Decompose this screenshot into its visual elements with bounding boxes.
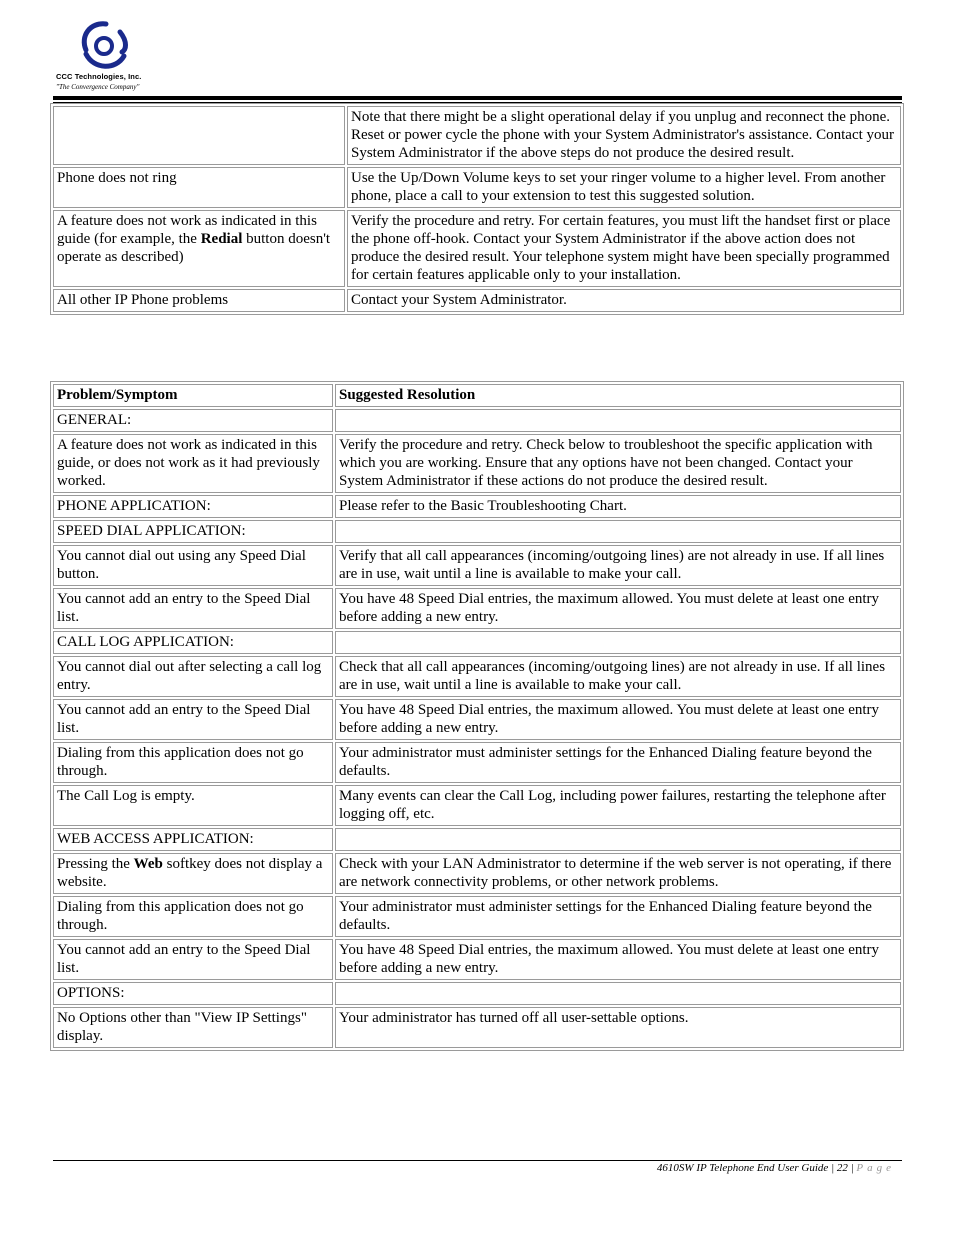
table-header-row — [53, 384, 901, 407]
resolution-cell: Your administrator must administer settings for the Enhanced Dialing feature beyond the defaults. — [335, 896, 901, 937]
table-row — [53, 106, 901, 165]
resolution-cell: Note that there might be a slight operational delay if you unplug and reconnect the phone. Reset or power cycle the phone with your System Administrator's assistance. Contact your System Administrator if the above steps do not produce the desired result. — [347, 106, 901, 165]
table-row — [53, 828, 901, 851]
problem-cell: The Call Log is empty. — [53, 785, 333, 826]
swirl-logo-icon — [76, 20, 132, 72]
resolution-cell — [335, 982, 901, 1005]
table-row — [53, 939, 901, 980]
problem-cell — [53, 853, 333, 894]
table-row — [53, 982, 901, 1005]
page-footer — [657, 1162, 895, 1174]
problem-text: button doesn't operate as described) — [57, 231, 331, 265]
table-row — [53, 656, 901, 697]
table-row — [53, 853, 901, 894]
problem-cell: CALL LOG APPLICATION: — [53, 631, 333, 654]
table-row — [53, 167, 901, 208]
problem-cell: SPEED DIAL APPLICATION: — [53, 520, 333, 543]
resolution-cell — [335, 409, 901, 432]
column-header-resolution: Suggested Resolution — [335, 384, 901, 407]
problem-cell: You cannot add an entry to the Speed Dial list. — [53, 588, 333, 629]
problem-cell: All other IP Phone problems — [53, 289, 345, 312]
table-row — [53, 742, 901, 783]
problem-cell: GENERAL: — [53, 409, 333, 432]
footer-rule — [53, 1160, 902, 1161]
company-tagline: "The Convergence Company" — [56, 83, 140, 91]
application-troubleshooting-table — [50, 381, 904, 1051]
table-row — [53, 210, 901, 287]
company-name: CCC Technologies, Inc. — [56, 72, 142, 81]
table-row — [53, 699, 901, 740]
footer-doc-title: 4610SW IP Telephone End User Guide — [656, 1162, 829, 1174]
problem-text: softkey does not display a website. — [57, 856, 323, 890]
key-name: Web — [133, 856, 163, 872]
footer-separator: | — [831, 1162, 835, 1174]
problem-cell: PHONE APPLICATION: — [53, 495, 333, 518]
basic-troubleshooting-table-continued — [50, 103, 904, 315]
table-row — [53, 289, 901, 312]
resolution-cell: Your administrator has turned off all user-settable options. — [335, 1007, 901, 1048]
table-row — [53, 588, 901, 629]
problem-cell: WEB ACCESS APPLICATION: — [53, 828, 333, 851]
problem-cell: You cannot add an entry to the Speed Dial list. — [53, 939, 333, 980]
resolution-cell: Contact your System Administrator. — [347, 289, 901, 312]
resolution-cell: Check with your LAN Administrator to determine if the web server is not operating, if there are network connectivity problems, or other network problems. — [335, 853, 901, 894]
resolution-cell: Verify that all call appearances (incoming/outgoing lines) are not already in use. If all lines are in use, wait until a line is available to make your call. — [335, 545, 901, 586]
table-row — [53, 1007, 901, 1048]
resolution-cell — [335, 828, 901, 851]
problem-cell: OPTIONS: — [53, 982, 333, 1005]
problem-cell: No Options other than "View IP Settings" display. — [53, 1007, 333, 1048]
resolution-cell: Many events can clear the Call Log, including power failures, restarting the telephone after logging off, etc. — [335, 785, 901, 826]
problem-cell: Dialing from this application does not go through. — [53, 742, 333, 783]
footer-separator: | — [850, 1162, 854, 1174]
resolution-cell: You have 48 Speed Dial entries, the maximum allowed. You must delete at least one entry before adding a new entry. — [335, 699, 901, 740]
resolution-cell: Verify the procedure and retry. For certain features, you must lift the handset first or place the phone off-hook. Contact your System Administrator if the above action does not produce the desired result. Your telephone system might have been specially programmed for certain features applicable only to your installation. — [347, 210, 901, 287]
resolution-cell: You have 48 Speed Dial entries, the maximum allowed. You must delete at least one entry before adding a new entry. — [335, 939, 901, 980]
key-name: Redial — [200, 231, 243, 247]
problem-cell: You cannot add an entry to the Speed Dial list. — [53, 699, 333, 740]
problem-cell: Phone does not ring — [53, 167, 345, 208]
problem-cell — [53, 106, 345, 165]
column-header-problem: Problem/Symptom — [53, 384, 333, 407]
company-logo — [54, 20, 164, 96]
resolution-cell: Use the Up/Down Volume keys to set your ringer volume to a higher level. From another phone, place a call to your extension to test this suggested solution. — [347, 167, 901, 208]
table-row — [53, 896, 901, 937]
problem-cell: Dialing from this application does not go through. — [53, 896, 333, 937]
footer-page-number: 22 — [836, 1162, 848, 1174]
problem-text: A feature does not work as indicated in this guide (for example, the — [57, 213, 317, 247]
header-rule-thick — [53, 96, 902, 100]
table-row — [53, 520, 901, 543]
table-row — [53, 545, 901, 586]
problem-text: Pressing the — [57, 856, 134, 872]
resolution-cell: You have 48 Speed Dial entries, the maximum allowed. You must delete at least one entry before adding a new entry. — [335, 588, 901, 629]
table-row — [53, 434, 901, 493]
table-row — [53, 409, 901, 432]
problem-cell — [53, 210, 345, 287]
resolution-cell — [335, 520, 901, 543]
footer-page-label: Page — [856, 1162, 895, 1174]
problem-cell: You cannot dial out using any Speed Dial button. — [53, 545, 333, 586]
resolution-cell: Your administrator must administer settings for the Enhanced Dialing feature beyond the defaults. — [335, 742, 901, 783]
resolution-cell: Verify the procedure and retry. Check below to troubleshoot the specific application with which you are working. Ensure that any options have not been changed. Contact your System Administrator if these actions do not produce the desired result. — [335, 434, 901, 493]
table-row — [53, 785, 901, 826]
resolution-cell: Please refer to the Basic Troubleshooting Chart. — [335, 495, 901, 518]
resolution-cell: Check that all call appearances (incoming/outgoing lines) are not already in use. If all lines are in use, wait until a line is available to make your call. — [335, 656, 901, 697]
resolution-cell — [335, 631, 901, 654]
problem-cell: You cannot dial out after selecting a call log entry. — [53, 656, 333, 697]
problem-cell: A feature does not work as indicated in this guide, or does not work as it had previously worked. — [53, 434, 333, 493]
table-row — [53, 495, 901, 518]
table-row — [53, 631, 901, 654]
